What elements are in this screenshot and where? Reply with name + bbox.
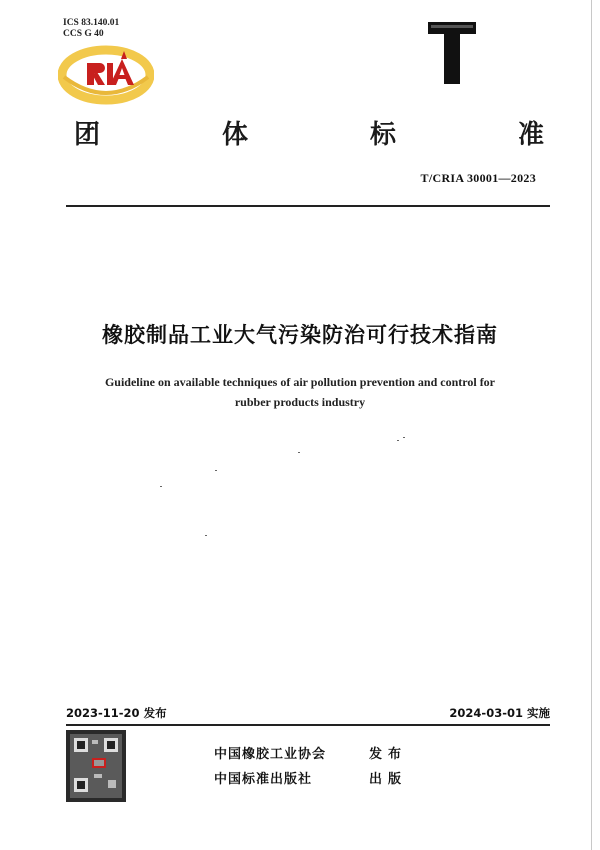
- publishers: [214, 742, 407, 792]
- publisher-action: 发布: [369, 747, 408, 762]
- publisher-action: 出版: [369, 772, 408, 787]
- top-divider: [66, 205, 550, 207]
- standard-type-char: 准: [517, 120, 544, 150]
- standard-type-title: [74, 114, 544, 151]
- scan-speck: [205, 535, 207, 536]
- ics-code: ICS 83.140.01: [63, 18, 120, 28]
- standard-type-char: 体: [221, 120, 248, 150]
- title-en-line: Guideline on available techniques of air pollution prevention and control for: [104, 375, 496, 389]
- classification-codes: [63, 18, 119, 40]
- scan-edge: [591, 0, 592, 850]
- publisher-org: 中国橡胶工业协会: [214, 747, 327, 762]
- standard-type-letter-t: [428, 22, 476, 84]
- bottom-divider: [66, 724, 550, 726]
- publisher-row: [214, 767, 407, 792]
- publisher-org: 中国标准出版社: [214, 772, 313, 787]
- scan-speck: [215, 470, 217, 471]
- scan-speck: [298, 452, 300, 453]
- scan-speck: [397, 440, 399, 441]
- scan-speck: [160, 486, 162, 487]
- scan-speck: [403, 437, 405, 438]
- standard-code: T/CRIA 30001—2023: [420, 171, 536, 185]
- title-en-line: rubber products industry: [234, 395, 366, 409]
- issue-date: 2023-11-20 发布: [66, 706, 167, 720]
- ccs-code: CCS G 40: [63, 29, 104, 39]
- document-title-en: [60, 372, 540, 412]
- cria-logo: [58, 43, 154, 105]
- publisher-row: [214, 742, 407, 767]
- anti-counterfeit-label: [66, 730, 126, 802]
- document-title-cn: 橡胶制品工业大气污染防治可行技术指南: [102, 323, 498, 347]
- standard-type-char: 团: [74, 120, 101, 150]
- standard-type-char: 标: [369, 120, 396, 150]
- implementation-date: 2024-03-01 实施: [449, 706, 550, 720]
